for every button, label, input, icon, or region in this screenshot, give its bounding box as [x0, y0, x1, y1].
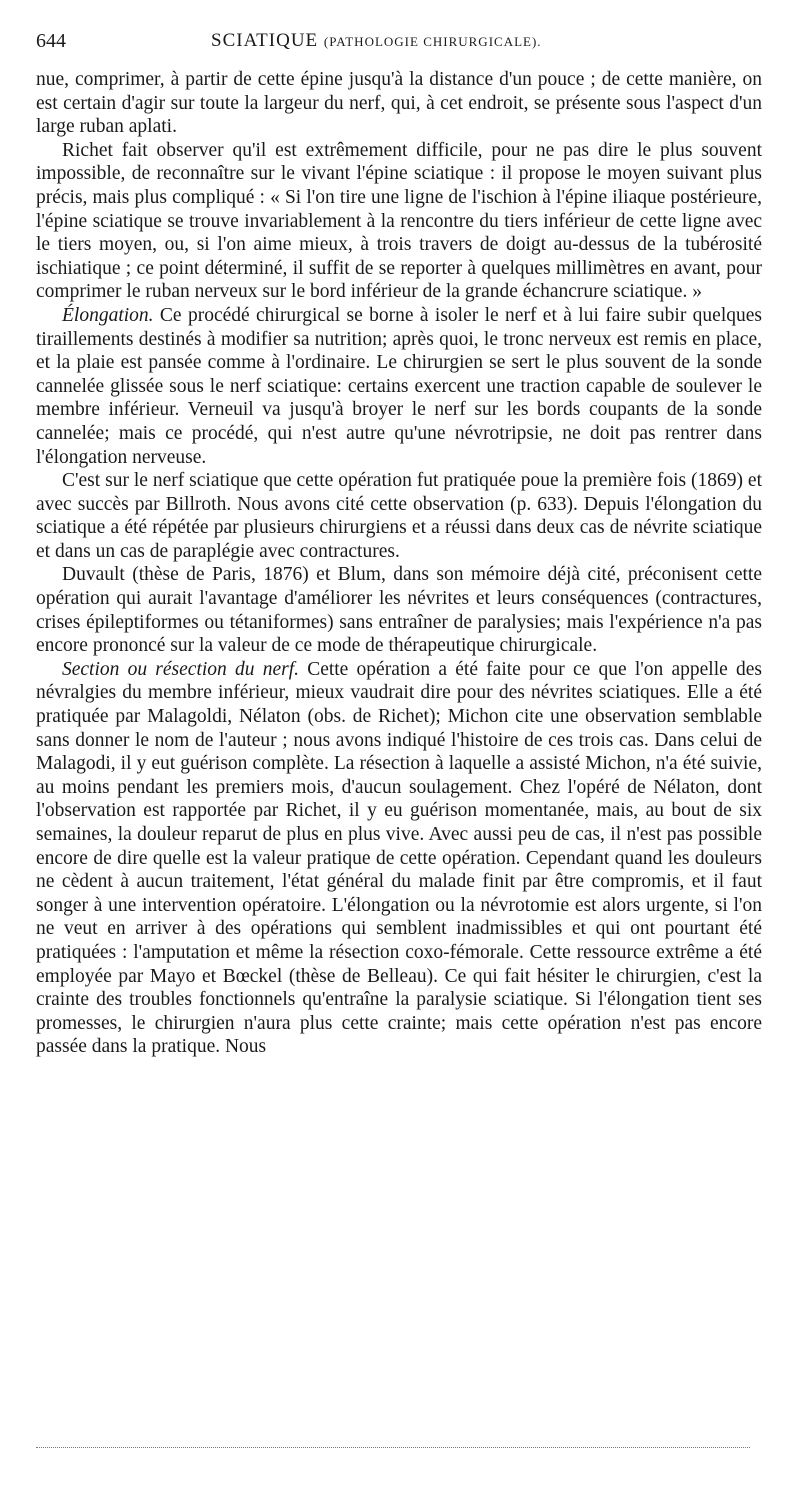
footer-rule [36, 1447, 750, 1448]
paragraph-continuation [36, 68, 762, 139]
paragraph-text: Duvault (thèse de Paris, 1876) et Blum, dans son mémoire déjà cité, préconisent cette opération qui aurait l'avantage d'améliorer les névrites et leurs conséquences (contractures, crises épileptiformes ou tétaniformes) sans entraîner de paralysies; mais l'expérience n'a pas encore prononcé sur la valeur de ce mode de thérapeutique chirurgicale. [36, 564, 762, 657]
paragraph-text: nue, comprimer, à partir de cette épine jusqu'à la distance d'un pouce ; de cette manière, on est certain d'agir sur toute la largeur du nerf, qui, à cet endroit, se présente sous l'aspect d'un large ruban aplati. [36, 69, 762, 138]
section-heading-elongation: Élongation. [62, 304, 154, 326]
running-title [211, 30, 542, 52]
paragraph-richet [36, 139, 762, 304]
running-head [36, 30, 764, 58]
paragraph-text: Cette opération a été faite pour ce que l'on appelle des névralgies du membre inférieur, mieux vaudrait dire pour des névrites sciatiques. Elle a été pratiquée par Malagoldi, Nélaton (obs. de Richet); Michon cite une observation semblable sans donner le nom de l'auteur ; nous avons indiqué l'histoire de ces trois cas. Dans celui de Malagodi, il y eut guérison complète. La résection à laquelle a assisté Michon, n'a été suivie, au moins pendant les premiers mois, d'aucun soulagement. Chez l'opéré de Nélaton, dont l'observation est rapportée par Richet, il y eu guérison momentanée, mais, au bout de six semaines, la douleur reparut de plus en plus vive. Avec aussi peu de cas, il n'est pas possible encore de dire quelle est la valeur pratique de cette opération. Cependant quand les douleurs ne cèdent à aucun traitement, l'état général du malade finit par être compromis, et il faut songer à une intervention opératoire. L'élongation ou la névrotomie est alors urgente, si l'on ne veut en arriver à des opérations qui semblent inadmissibles et qui ont pourtant été pratiquées : l'amputation et même la résection coxo-fémorale. Cette ressource extrême a été employée par Mayo et Bœckel (thèse de Belleau). Ce qui fait hésiter le chirurgien, c'est la crainte des troubles fonctionnels qu'entraîne la paralysie sciatique. Si l'élongation tient ses promesses, le chirurgien n'aura plus cette crainte; mais cette opération n'est pas encore passée dans la pratique. Nous [36, 658, 762, 1058]
paragraph-section [36, 658, 762, 1059]
paragraph-text: Richet fait observer qu'il est extrêmement difficile, pour ne pas dire le plus souvent impossible, de reconnaître sur le vivant l'épine sciatique : il propose le moyen suivant plus précis, mais plus compliqué : « Si l'on tire une ligne de l'ischion à l'épine iliaque postérieure, l'épine sciatique se trouve invariablement à la rencontre du tiers inférieur de cette ligne avec le tiers moyen, ou, si l'on aime mieux, à trois travers de doigt au-dessus de la tubérosité ischiatique ; ce point déterminé, il suffit de se reporter à quelques millimètres en avant, pour comprimer le ruban nerveux sur le bord inférieur de la grande échancrure sciatique. » [36, 139, 762, 303]
running-title-main: SCIATIQUE [211, 30, 319, 51]
section-heading-resection: Section ou résection du nerf. [62, 658, 299, 680]
running-title-section: (PATHOLOGIE CHIRURGICALE). [323, 34, 542, 49]
paragraph-text: C'est sur le nerf sciatique que cette opération fut pratiquée poue la première fois (1869) et avec succès par Billroth. Nous avons cité cette observation (p. 633). Depuis l'élongation du sciatique a été répétée par plusieurs chirurgiens et a réussi dans deux cas de névrite sciatique et dans un cas de paraplégie avec contractures. [36, 470, 762, 562]
paragraph-elongation [36, 304, 762, 469]
paragraph-duvault [36, 563, 762, 657]
paragraph-text: Ce procédé chirurgical se borne à isoler le nerf et à lui faire subir quelques tiraillements destinés à modifier sa nutrition; après quoi, le tronc nerveux est remis en place, et la plaie est pansée comme à l'ordinaire. Le chirurgien se sert le plus souvent de la sonde cannelée glissée sous le nerf sciatique: certains exercent une traction capable de soulever le membre inférieur. Verneuil va jusqu'à broyer le nerf sur les bords coupants de la sonde cannelée; mais ce procédé, qui n'est autre qu'une névrotripsie, ne doit pas rentrer dans l'élongation nerveuse. [36, 304, 762, 468]
page-number: 644 [36, 30, 66, 52]
paragraph-billroth [36, 469, 762, 563]
body-text [36, 68, 762, 1059]
